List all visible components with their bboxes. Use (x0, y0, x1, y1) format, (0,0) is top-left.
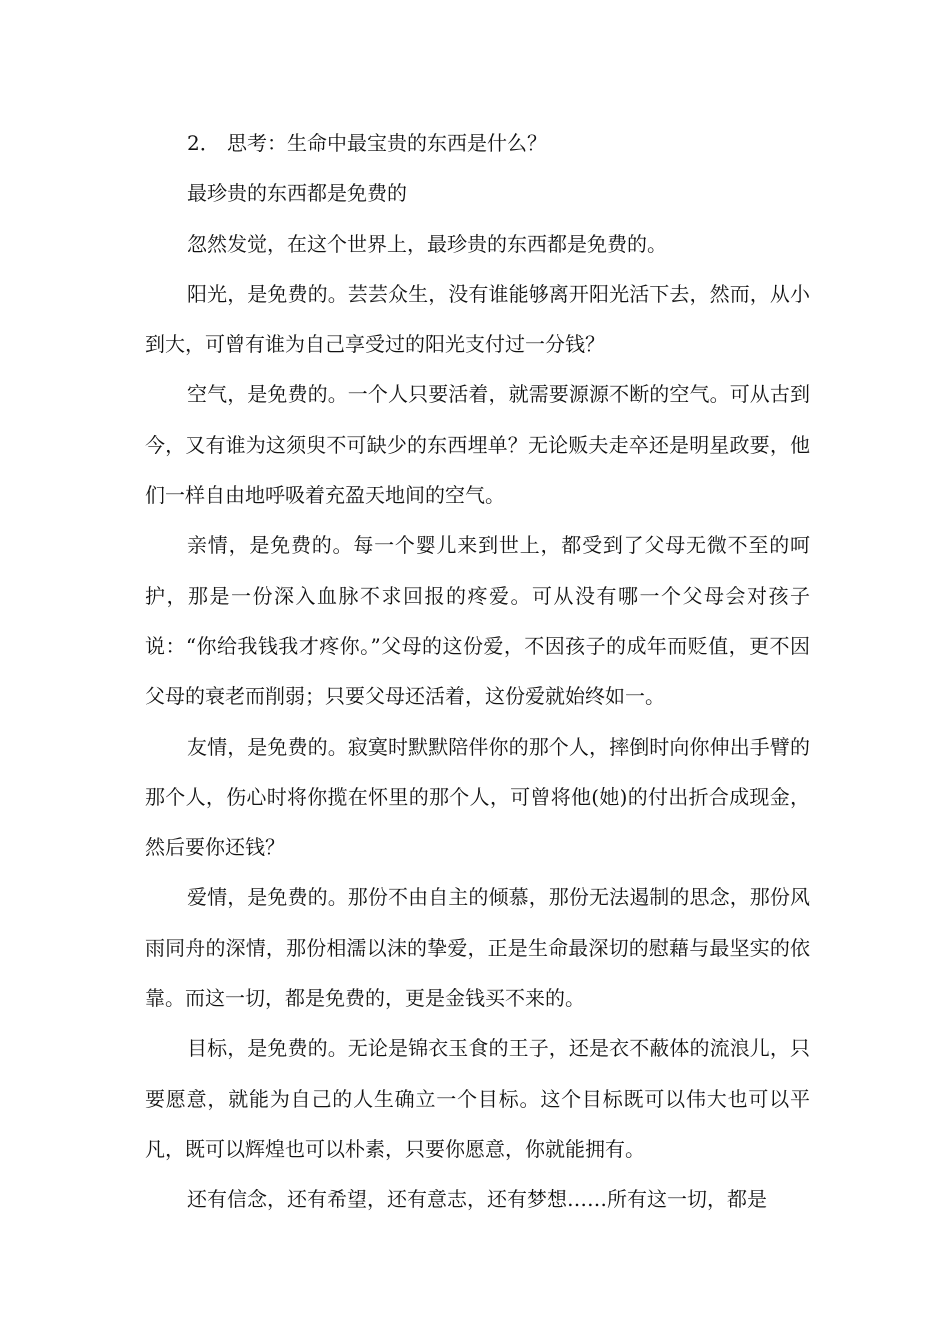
paragraph-sunlight: 阳光，是免费的。芸芸众生，没有谁能够离开阳光活下去，然而，从小到大，可曾有谁为自己享受过的阳光支付过一分钱？ (145, 281, 810, 357)
paragraph-closing: 还有信念，还有希望，还有意志，还有梦想……所有这一切，都是 (187, 1187, 767, 1212)
question-heading (145, 118, 810, 168)
paragraph-air: 空气，是免费的。一个人只要活着，就需要源源不断的空气。可从古到今，又有谁为这须臾不可缺少的东西埋单？无论贩夫走卒还是明星政要，他们一样自由地呼吸着充盈天地间的空气。 (145, 382, 810, 508)
document-body (145, 118, 810, 1225)
paragraph-intro: 忽然发觉，在这个世界上，最珍贵的东西都是免费的。 (187, 231, 667, 256)
paragraph-friendship: 友情，是免费的。寂寞时默默陪伴你的那个人，摔倒时向你伸出手臂的那个人，伤心时将你揽在怀里的那个人，可曾将他(她)的付出折合成现金，然后要你还钱？ (145, 734, 810, 860)
question-text: 思考：生命中最宝贵的东西是什么？ (227, 131, 547, 155)
article-title: 最珍贵的东西都是免费的 (187, 181, 407, 206)
paragraph-goals: 目标，是免费的。无论是锦衣玉食的王子，还是衣不蔽体的流浪儿，只要愿意，就能为自己的人生确立一个目标。这个目标既可以伟大也可以平凡，既可以辉煌也可以朴素，只要你愿意，你就能拥有。 (145, 1036, 810, 1161)
question-number: 2． (187, 131, 220, 155)
paragraph-romantic-love: 爱情，是免费的。那份不由自主的倾慕，那份无法遏制的思念，那份风雨同舟的深情，那份相濡以沫的挚爱，正是生命最深切的慰藉与最坚实的依靠。而这一切，都是免费的，更是金钱买不来的。 (145, 885, 810, 1011)
paragraph-family-love: 亲情，是免费的。每一个婴儿来到世上，都受到了父母无微不至的呵护，那是一份深入血脉不求回报的疼爱。可从没有哪一个父母会对孩子说：“你给我钱我才疼你。”父母的这份爱，不因孩子的成年而贬值，更不因父母的衰老而削弱；只要父母还活着，这份爱就始终如一。 (145, 533, 810, 709)
